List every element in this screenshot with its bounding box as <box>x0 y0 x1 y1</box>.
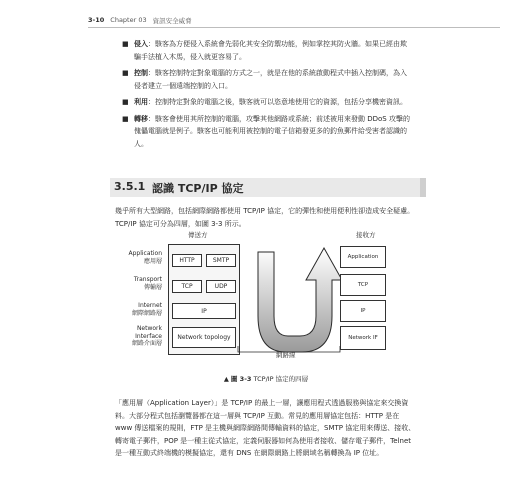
bullet-text: ：駭客控制特定對象電腦的方式之一，就是在他的系統啟動程式中插入控制碼，為入侵者建立一個遠端控制的入口。 <box>134 69 407 90</box>
receiver-application-box: Application <box>340 246 386 268</box>
body-paragraph: 「應用層（Application Layer）」是 TCP/IP 的最上一層，讓應用程式透過服務與協定來交換資料。大部分程式包括瀏覽器都在這一層與 TCP/IP 互動。常見的應用層協定包括：HTTP 是在 www 傳送檔案的規則，FTP 是主機與網際網路間傳輸資料的協定，SMTP 協定用來傳送、接收、轉寄電子郵件，POP 是一種主從式協定，定義伺服器如何為使用者接收、儲存電子郵件，Telnet 是一種互動式終端機的模擬協定，還有 DNS 在網際網路上將網域名稱轉換為 IP 位址。 <box>115 399 416 457</box>
bullet-item <box>122 67 412 92</box>
bullet-term: 利用 <box>134 98 148 106</box>
bullet-term: 轉移 <box>134 114 148 123</box>
layer-label-network-interface: Network Interface 網路介面層 <box>131 325 162 347</box>
section-number: 3.5.1 <box>114 180 146 193</box>
receiver-network-if-box: Network IF <box>340 326 386 350</box>
layer-label-internet: Internet 網際網路層 <box>131 302 162 317</box>
tcp-box: TCP <box>172 280 202 293</box>
layer-label-application: Application 應用層 <box>128 250 162 265</box>
running-header <box>88 13 192 27</box>
caption-text: TCP/IP 協定的四層 <box>253 375 309 383</box>
section-heading <box>110 178 426 197</box>
bullet-term: 侵入 <box>134 40 148 48</box>
caption-figure-number: 圖 3-3 <box>230 375 252 383</box>
figure-caption <box>116 374 416 383</box>
smtp-box: SMTP <box>206 254 236 267</box>
receiver-heading: 接收方 <box>356 231 376 239</box>
bullet-icon: ■ <box>122 114 129 123</box>
udp-box: UDP <box>206 280 236 293</box>
bullet-text: ：駭客為方便侵入系統會先弱化其安全防禦功能，例如掌控其防火牆。如果已經由欺騙手法植入木馬，侵入就更容易了。 <box>134 40 407 61</box>
bullet-text: ：控制特定對象的電腦之後，駭客就可以恣意地使用它的資源，包括分享機密資訊。 <box>148 98 407 106</box>
page-number: 3-10 <box>88 16 105 24</box>
bullet-list <box>122 38 412 154</box>
bullet-term: 控制 <box>134 69 148 77</box>
ip-box: IP <box>172 303 236 319</box>
header-rule <box>88 27 500 28</box>
section-title: 認識 TCP/IP 協定 <box>152 182 244 195</box>
receiver-ip-box: IP <box>340 300 386 322</box>
section-marker <box>420 178 426 197</box>
layer-label-transport: Transport 傳輸層 <box>133 276 162 291</box>
tcpip-diagram <box>116 226 416 391</box>
bullet-icon: ■ <box>122 40 129 48</box>
chapter-label: Chapter 03 <box>110 16 147 24</box>
intro-paragraph: 幾乎所有大型網路，包括網際網路都使用 TCP/IP 協定，它的彈性和使用便利性卻造成安全疑慮。TCP/IP 協定可分為四層，如圖 3-3 所示。 <box>115 207 415 228</box>
network-cable-label: 網路線 <box>276 351 296 359</box>
http-box: HTTP <box>172 254 202 267</box>
bullet-icon: ■ <box>122 98 129 106</box>
bullet-item <box>122 96 412 109</box>
arrow-shape <box>258 248 342 352</box>
caption-triangle-icon: ▲ <box>223 375 231 383</box>
bullet-item <box>122 38 412 63</box>
receiver-tcp-box: TCP <box>340 274 386 296</box>
bullet-text: ：駭客會使用其所控制的電腦，攻擊其他網路或系統；前述被用來發動 DDoS 攻擊的傀儡電腦就是例子。駭客也可能利用被控制的電子信箱發更多的釣魚郵件給受害者認識的人。 <box>134 114 410 148</box>
bullet-icon: ■ <box>122 69 129 77</box>
bullet-item <box>122 113 412 151</box>
chapter-topic: 資訊安全威脅 <box>152 16 192 25</box>
network-topology-box: Network topology <box>172 327 236 348</box>
sender-heading: 傳送方 <box>188 231 208 239</box>
